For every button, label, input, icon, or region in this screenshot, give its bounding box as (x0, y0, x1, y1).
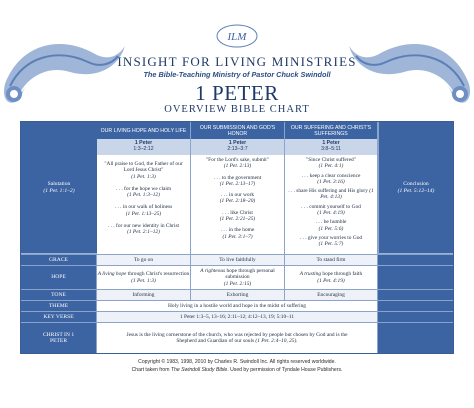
section-ref-2: 1 Peter 2:13–3:7 (191, 139, 285, 155)
tone-cell-3: Encouraging (285, 290, 378, 300)
column-heading-2: OUR SUBMISSION AND GOD'S HONOR (191, 122, 285, 139)
svg-text:ILM: ILM (227, 31, 247, 43)
conclusion-panel (378, 122, 453, 254)
column-entry: "For the Lord's sake, submit" (1 Pet. 2:13) (205, 157, 270, 170)
theme-text: Holy living in a hostile world and hope in the midst of suffering (97, 301, 378, 311)
section-ref-3: 1 Peter 3:8–5:11 (285, 139, 378, 155)
section-ref-1: 1 Peter 1:3–2:12 (97, 139, 191, 155)
chart-subtitle: OVERVIEW BIBLE CHART (164, 104, 310, 115)
grace-cell-3: To stand firm (285, 255, 378, 265)
grace-cell-2: To live faithfully (191, 255, 285, 265)
grace-row (21, 254, 453, 265)
copyright-line: Copyright © 1983, 1998, 2010 by Charles R. Swindoll Inc. All rights reserved worldwide. (138, 359, 336, 365)
header (0, 0, 474, 120)
column-entry: . . . be humble (1 Pet. 5:6) (315, 219, 347, 232)
hope-cell-3: A trusting hope through faith (1 Pet. 4:19) (285, 266, 378, 289)
organization-name: INSIGHT FOR LIVING MINISTRIES (117, 54, 357, 69)
hope-row (21, 265, 453, 289)
row-label-christ: CHRIST IN 1 PETER (21, 323, 97, 353)
row-label-theme: THEME (21, 301, 97, 311)
row-side-blank (378, 255, 453, 265)
tone-cell-1: Informing (97, 290, 191, 300)
row-side-blank (378, 323, 453, 353)
column-heading-3: OUR SUFFERING AND CHRIST'S SUFFERINGS (285, 122, 378, 139)
column-entry: . . . in the home (1 Pet. 3:1–7) (220, 227, 255, 240)
column-entry: . . . for the hope we claim (1 Pet. 1:3–12) (115, 185, 172, 199)
column-entry: "All praise to God, the Father of our Lord Jesus Christ" (1 Pet. 1:3) (104, 161, 183, 180)
hope-cell-2: A righteous hope through personal submission (1 Pet. 2:15) (191, 266, 285, 289)
column-entry: . . . keep a clear conscience (1 Pet. 3:16) (301, 172, 361, 185)
column-entry: . . . in our walk of holiness (1 Pet. 1:13–25) (114, 204, 173, 217)
column-body-2 (191, 155, 285, 254)
row-side-blank (378, 312, 453, 322)
chart-title: 1 PETER (195, 81, 279, 105)
christ-text: Jesus is the living cornerstone of the church, who was rejected by people but chosen by God and is the Shepherd and Guardian of our souls (1 Pet. 2:4–10, 25). (97, 323, 378, 353)
hope-cell-1: A living hope through Christ's resurrection (1 Pet. 1:3) (97, 266, 191, 289)
grace-cell-1: To go on (97, 255, 191, 265)
salutation-label: Salutation (47, 181, 71, 188)
column-entry: . . . share His suffering and His glory (1 Pet. 4:13) (288, 188, 374, 201)
column-body-1 (97, 155, 191, 254)
row-label-key-verse: KEY VERSE (21, 312, 97, 322)
tone-cell-2: Exhorting (191, 290, 285, 300)
row-side-blank (378, 290, 453, 300)
row-label-hope: HOPE (21, 266, 97, 289)
tone-row (21, 289, 453, 300)
column-entry: "Since Christ suffered" (1 Pet. 4:1) (306, 157, 356, 170)
organization-tagline: The Bible-Teaching Ministry of Pastor Chuck Swindoll (143, 70, 331, 79)
column-heading-1: OUR LIVING HOPE AND HOLY LIFE (97, 122, 191, 139)
column-body-3 (285, 155, 378, 254)
key-verse-row (21, 311, 453, 322)
column-entry: . . . like Christ (1 Pet. 2:21–25) (219, 209, 256, 223)
column-entry: . . . to the government (1 Pet. 2:13–17) (213, 174, 262, 187)
christ-row (21, 322, 453, 353)
overview-chart (20, 121, 454, 354)
key-verse-text: 1 Peter 1:3–5, 13–16; 2:11–12; 4:12–13, 19; 5:10–11 (97, 312, 378, 322)
column-entry: . . . commit yourself to God (1 Pet. 4:19) (301, 203, 361, 217)
column-entry: . . . in our work (1 Pet. 2:18–20) (219, 192, 256, 205)
column-entry: . . . give your worries to God (1 Pet. 5:7) (299, 234, 363, 248)
column-entry: . . . for our new identity in Christ (1 Pet. 2:1–12) (107, 223, 180, 236)
theme-row (21, 300, 453, 311)
ilm-logo (213, 22, 261, 50)
salutation-panel (21, 122, 97, 254)
row-label-grace: GRACE (21, 255, 97, 265)
row-side-blank (378, 266, 453, 289)
source-line: Chart taken from The Swindoll Study Bible. Used by permission of Tyndale House Publishers. (131, 367, 343, 373)
salutation-ref: (1 Pet. 1:1–2) (43, 187, 75, 194)
row-label-tone: TONE (21, 290, 97, 300)
row-side-blank (378, 301, 453, 311)
conclusion-ref: (1 Pet. 5:12–14) (397, 187, 435, 194)
conclusion-label: Conclusion (403, 181, 429, 188)
